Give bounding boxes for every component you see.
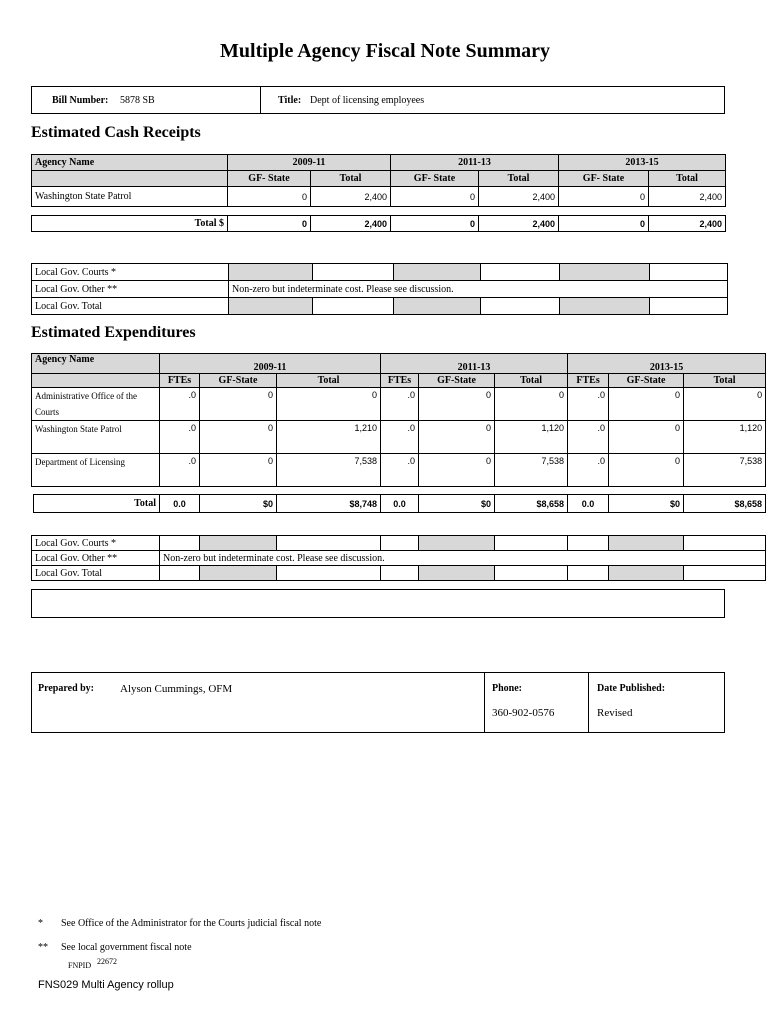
local-gov-cell	[381, 536, 419, 551]
local-gov-cell	[650, 264, 728, 281]
local-gov-cell	[481, 264, 560, 281]
exp-value: .0	[381, 388, 419, 421]
local-gov-other-note: Non-zero but indeterminate cost. Please see discussion.	[229, 281, 728, 298]
local-gov-cell	[568, 566, 609, 581]
exp-value: 0	[419, 454, 495, 487]
exp-total-value: $8,658	[684, 495, 766, 513]
exp-biennium-2: 2011-13	[381, 354, 568, 374]
exp-gf-header: GF-State	[419, 374, 495, 388]
local-gov-cell	[650, 298, 728, 315]
exp-value: 0	[277, 388, 381, 421]
bill-divider	[260, 87, 261, 113]
exp-agency-name: Administrative Office of the Courts	[32, 388, 160, 421]
notes-box	[31, 589, 725, 618]
local-gov-cell	[394, 264, 481, 281]
exp-empty-cell	[32, 374, 160, 388]
footnote-1-text: See Office of the Administrator for the Courts judicial fiscal note	[61, 918, 322, 929]
exp-value: 0	[419, 388, 495, 421]
table-row	[32, 421, 766, 454]
footnote-2-mark: **	[38, 942, 48, 953]
date-published-value: Revised	[597, 707, 633, 719]
prepared-by-label: Prepared by:	[38, 683, 95, 694]
local-gov-cell	[313, 298, 394, 315]
exp-value: 1,120	[495, 421, 568, 454]
exp-value: 0	[200, 388, 277, 421]
receipts-agency-name: Washington State Patrol	[32, 187, 228, 207]
exp-value: .0	[568, 421, 609, 454]
exp-value: .0	[160, 421, 200, 454]
receipts-empty-cell	[32, 171, 228, 187]
receipts-value: 2,400	[649, 187, 726, 207]
local-gov-cell	[229, 264, 313, 281]
local-gov-other-label: Local Gov. Other **	[32, 281, 229, 298]
local-gov-cell	[381, 566, 419, 581]
receipts-total-value: 2,400	[649, 216, 726, 232]
receipts-total-value: 0	[228, 216, 311, 232]
cash-receipts-total-table	[31, 215, 726, 232]
receipts-total-value: 2,400	[479, 216, 559, 232]
exp-total-header: Total	[495, 374, 568, 388]
receipts-total-header: Total	[649, 171, 726, 187]
table-row	[32, 454, 766, 487]
bill-number: 5878 SB	[120, 95, 155, 106]
exp-value: 0	[684, 388, 766, 421]
exp-total-value: $8,658	[495, 495, 568, 513]
local-gov-cell	[560, 298, 650, 315]
local-gov-total-label: Local Gov. Total	[32, 298, 229, 315]
expenditures-local-gov-table	[31, 535, 766, 581]
exp-value: 0	[200, 421, 277, 454]
exp-value: 1,210	[277, 421, 381, 454]
exp-value: 0	[200, 454, 277, 487]
local-gov-cell	[419, 536, 495, 551]
date-published-label: Date Published:	[597, 683, 666, 694]
exp-value: 0	[609, 421, 684, 454]
form-id: FNS029 Multi Agency rollup	[38, 979, 174, 991]
exp-value: 7,538	[495, 454, 568, 487]
exp-value: 0	[609, 388, 684, 421]
exp-total-value: 0.0	[381, 495, 419, 513]
exp-value: 7,538	[684, 454, 766, 487]
local-gov-cell	[229, 298, 313, 315]
receipts-biennium-3: 2013-15	[559, 155, 726, 171]
local-gov-cell	[684, 536, 766, 551]
receipts-total-header: Total	[311, 171, 391, 187]
fnpid-value: 22672	[97, 957, 117, 966]
exp-value: 0	[419, 421, 495, 454]
receipts-agency-header: Agency Name	[32, 155, 228, 171]
local-gov-cell	[609, 566, 684, 581]
exp-total-value: 0.0	[160, 495, 200, 513]
receipts-gf-header: GF- State	[391, 171, 479, 187]
local-gov-cell	[481, 298, 560, 315]
local-gov-courts-label: Local Gov. Courts *	[32, 264, 229, 281]
exp-total-value: 0.0	[568, 495, 609, 513]
local-gov-courts-label: Local Gov. Courts *	[32, 536, 160, 551]
prepared-divider-2	[588, 673, 589, 732]
receipts-value: 0	[391, 187, 479, 207]
receipts-biennium-1: 2009-11	[228, 155, 391, 171]
local-gov-other-note: Non-zero but indeterminate cost. Please see discussion.	[160, 551, 766, 566]
local-gov-cell	[568, 536, 609, 551]
exp-value: 0	[609, 454, 684, 487]
receipts-gf-header: GF- State	[559, 171, 649, 187]
exp-total-header: Total	[684, 374, 766, 388]
bill-number-label: Bill Number:	[52, 95, 109, 106]
receipts-total-value: 0	[391, 216, 479, 232]
exp-biennium-1: 2009-11	[160, 354, 381, 374]
table-row	[32, 187, 726, 207]
phone-label: Phone:	[492, 683, 522, 694]
local-gov-cell	[495, 536, 568, 551]
receipts-value: 2,400	[311, 187, 391, 207]
expenditures-total-table	[33, 494, 766, 513]
exp-value: .0	[160, 454, 200, 487]
local-gov-cell	[277, 566, 381, 581]
exp-value: 1,120	[684, 421, 766, 454]
exp-total-value: $0	[419, 495, 495, 513]
local-gov-cell	[419, 566, 495, 581]
local-gov-cell	[394, 298, 481, 315]
local-gov-cell	[160, 566, 200, 581]
exp-agency-header: Agency Name	[32, 354, 160, 374]
receipts-total-label: Total $	[32, 216, 228, 232]
exp-ftes-header: FTEs	[160, 374, 200, 388]
receipts-local-gov-table	[31, 263, 728, 315]
exp-ftes-header: FTEs	[568, 374, 609, 388]
receipts-value: 0	[228, 187, 311, 207]
local-gov-cell	[684, 566, 766, 581]
page-title: Multiple Agency Fiscal Note Summary	[220, 40, 550, 62]
phone-number: 360-902-0576	[492, 707, 555, 719]
prepared-by-box	[31, 672, 725, 733]
local-gov-other-label: Local Gov. Other **	[32, 551, 160, 566]
local-gov-cell	[160, 536, 200, 551]
exp-value: .0	[160, 388, 200, 421]
exp-biennium-3: 2013-15	[568, 354, 766, 374]
exp-gf-header: GF-State	[200, 374, 277, 388]
receipts-total-value: 0	[559, 216, 649, 232]
exp-value: .0	[381, 454, 419, 487]
table-row	[32, 388, 766, 421]
footnote-2-text: See local government fiscal note	[61, 942, 192, 953]
fnpid-label: FNPID	[68, 961, 92, 970]
receipts-gf-header: GF- State	[228, 171, 311, 187]
local-gov-cell	[277, 536, 381, 551]
local-gov-cell	[313, 264, 394, 281]
expenditures-table	[31, 353, 766, 487]
bill-info-box	[31, 86, 725, 114]
exp-total-value: $0	[200, 495, 277, 513]
prepared-by-name: Alyson Cummings, OFM	[120, 683, 233, 695]
exp-value: 0	[495, 388, 568, 421]
exp-agency-name: Department of Licensing	[32, 454, 160, 487]
exp-ftes-header: FTEs	[381, 374, 419, 388]
local-gov-cell	[495, 566, 568, 581]
exp-value: .0	[381, 421, 419, 454]
cash-receipts-table	[31, 154, 726, 207]
exp-total-header: Total	[277, 374, 381, 388]
receipts-total-value: 2,400	[311, 216, 391, 232]
prepared-divider-1	[484, 673, 485, 732]
receipts-biennium-2: 2011-13	[391, 155, 559, 171]
cash-receipts-heading: Estimated Cash Receipts	[31, 124, 201, 141]
exp-value: 7,538	[277, 454, 381, 487]
local-gov-cell	[200, 536, 277, 551]
exp-total-value: $0	[609, 495, 684, 513]
exp-value: .0	[568, 388, 609, 421]
local-gov-cell	[609, 536, 684, 551]
local-gov-cell	[200, 566, 277, 581]
footnote-1-mark: *	[38, 918, 43, 929]
expenditures-heading: Estimated Expenditures	[31, 324, 196, 341]
exp-value: .0	[568, 454, 609, 487]
exp-total-label: Total	[34, 495, 160, 513]
exp-agency-name: Washington State Patrol	[32, 421, 160, 454]
local-gov-total-label: Local Gov. Total	[32, 566, 160, 581]
receipts-value: 0	[559, 187, 649, 207]
local-gov-cell	[560, 264, 650, 281]
receipts-value: 2,400	[479, 187, 559, 207]
exp-total-value: $8,748	[277, 495, 381, 513]
bill-title: Dept of licensing employees	[310, 95, 425, 106]
bill-title-label: Title:	[278, 95, 302, 106]
exp-gf-header: GF-State	[609, 374, 684, 388]
receipts-total-header: Total	[479, 171, 559, 187]
